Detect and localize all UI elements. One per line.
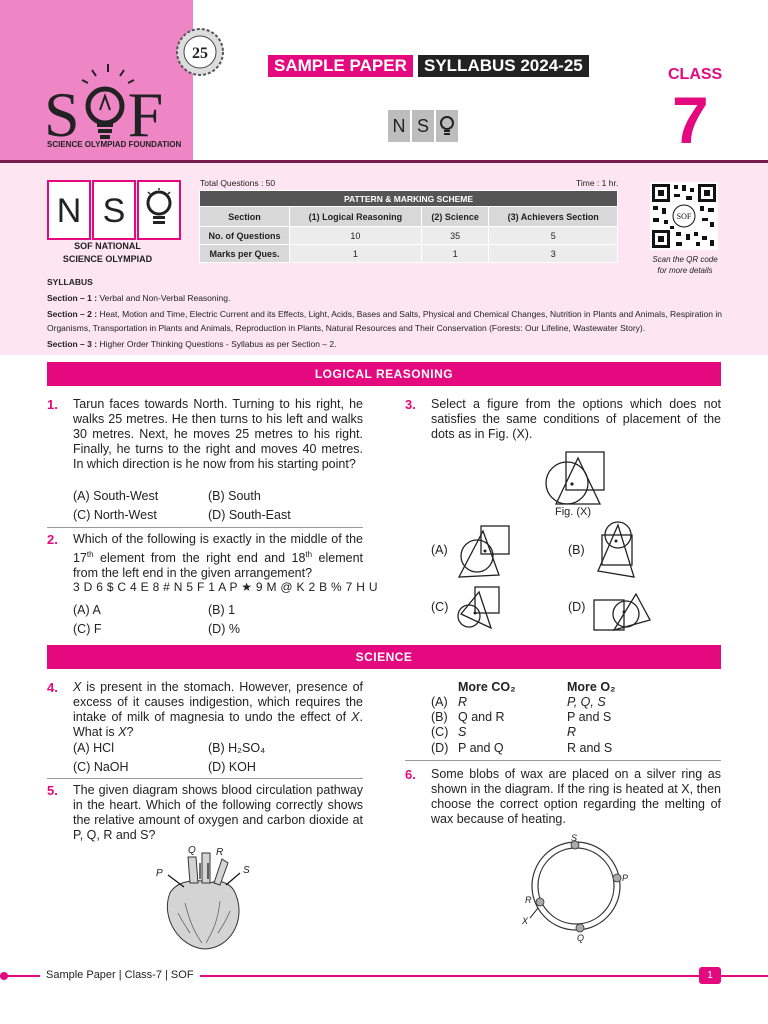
col-more-co2: More CO₂ (458, 680, 516, 694)
question-2-sequence: 3 D 6 $ C 4 E 8 # N 5 F 1 A P ★ 9 M @ K 2 B % 7 H U (73, 580, 378, 594)
footer-dot (0, 972, 8, 980)
option-c[interactable]: (C) F (73, 622, 102, 636)
marking-scheme-table (199, 190, 618, 263)
qr-center-logo: SOF (676, 212, 692, 221)
section-label: Section – 2 : (47, 309, 98, 319)
nso-bulb-icon (436, 110, 458, 142)
option-a[interactable]: (A) South-West (73, 489, 159, 503)
anniversary-badge (175, 27, 225, 77)
q5-option-label[interactable]: (B) (431, 710, 448, 724)
question-number: 1. (47, 397, 58, 412)
syllabus-section-1 (47, 291, 723, 305)
syllabus-heading: SYLLABUS (47, 277, 93, 287)
table-cell: 5 (489, 227, 618, 245)
section-bar-logical-reasoning: LOGICAL REASONING (47, 362, 721, 386)
q5-option-c-co2: S (458, 725, 467, 739)
table-caption: PATTERN & MARKING SCHEME (200, 191, 618, 207)
ring-label-s: S (571, 833, 578, 843)
table-cell: 1 (290, 245, 422, 263)
option-b[interactable]: (B) South (208, 489, 261, 503)
question-6-text: Some blobs of wax are placed on a silver ring as shown in the diagram. If the ring is heated at X, then choose the correct option regarding the melting of wax because of heating. (431, 767, 721, 826)
syllabus-section-2 (47, 307, 723, 335)
option-c-figure-icon[interactable] (455, 584, 505, 634)
question-number: 2. (47, 532, 58, 547)
heart-label-s: S (243, 865, 250, 876)
table-header-cell: (2) Science (421, 207, 489, 227)
page-number: 1 (699, 967, 721, 984)
section-label: Section – 1 : (47, 293, 98, 303)
exam-title (40, 240, 175, 266)
option-d-figure-icon[interactable] (592, 590, 662, 634)
ring-label-x: X (522, 916, 529, 926)
heart-label-r: R (216, 847, 224, 858)
option-b[interactable]: (B) (568, 543, 585, 557)
nso-letter-n: N (388, 110, 410, 142)
class-label: CLASS (668, 66, 723, 83)
question-number: 4. (47, 680, 58, 695)
section-text: Higher Order Thinking Questions - Syllabus as per Section – 2. (97, 339, 337, 349)
qr-code-icon[interactable] (650, 182, 718, 250)
q5-option-a-co2: R (458, 695, 468, 709)
q5-option-b-o2: P and S (567, 710, 612, 724)
option-b[interactable]: (B) H₂SO₄ (208, 741, 266, 755)
total-questions: Total Questions : 50 (200, 178, 276, 188)
table-cell: 35 (421, 227, 489, 245)
row-label: No. of Questions (200, 227, 290, 245)
q5-option-d-o2: R and S (567, 741, 613, 755)
section-text: Verbal and Non-Verbal Reasoning. (97, 293, 231, 303)
question-1-text: Tarun faces towards North. Turning to his right, he walks 25 metres. He then turns to his left and walks 30 metres. Next, he moves 25 metres to his right. Finally, he turns to the right and moves 40 metres. In which direction is he now from his starting point? (73, 397, 363, 471)
option-c[interactable]: (C) (431, 600, 449, 614)
table-header-cell: (3) Achievers Section (489, 207, 618, 227)
col-more-o2: More O₂ (567, 680, 616, 694)
q5-option-d-co2: P and Q (458, 741, 504, 755)
table-cell: 10 (290, 227, 422, 245)
qr-note (640, 254, 730, 276)
question-number: 6. (405, 767, 416, 782)
figure-x-icon (538, 448, 618, 508)
option-a[interactable]: (A) (431, 543, 448, 557)
footer-line-right (721, 975, 768, 977)
nso-logo-small (388, 110, 460, 142)
table-cell: 1 (421, 245, 489, 263)
table-row (200, 227, 618, 245)
syllabus-section-3 (47, 337, 723, 351)
syllabus-year-label: SYLLABUS 2024-25 (418, 55, 589, 77)
footer-text: Sample Paper | Class-7 | SOF (40, 969, 200, 981)
class-number: 7 (672, 83, 709, 157)
nso-letter-s: S (412, 110, 434, 142)
table-header-cell: Section (200, 207, 290, 227)
qr-note-line2: for more details (657, 266, 713, 275)
question-3-text: Select a figure from the options which does not satisfies the same conditions of placement of the dots as in Fig. (X). (431, 397, 721, 441)
option-c[interactable]: (C) NaOH (73, 760, 129, 774)
option-b[interactable]: (B) 1 (208, 603, 236, 617)
exam-title-line2: SCIENCE OLYMPIAD (62, 254, 153, 264)
nso-large-bulb-icon (137, 180, 181, 240)
heart-label-p: P (156, 868, 163, 879)
row-label: Marks per Ques. (200, 245, 290, 263)
option-d[interactable]: (D) KOH (208, 760, 256, 774)
question-5-text: The given diagram shows blood circulation pathway in the heart. Which of the following correctly shows the relative amount of oxygen and carbon dioxide at P, Q, R and S? (73, 783, 363, 842)
badge-number: 25 (192, 45, 208, 62)
q5-option-a-o2: P, Q, S (567, 695, 606, 709)
sof-bulb-icon (82, 84, 128, 142)
heart-label-q: Q (188, 845, 196, 856)
table-row (200, 245, 618, 263)
question-number: 5. (47, 783, 58, 798)
ring-label-p: P (622, 873, 629, 883)
sof-logo-text: S F (44, 79, 166, 150)
q5-option-c-o2: R (567, 725, 577, 739)
sample-paper-label: SAMPLE PAPER (268, 55, 413, 77)
q5-option-label[interactable]: (A) (431, 695, 448, 709)
q5-option-b-co2: Q and R (458, 710, 505, 724)
silver-ring-diagram-icon (516, 832, 636, 944)
qr-note-line1: Scan the QR code (652, 255, 718, 264)
option-d[interactable]: (D) (568, 600, 586, 614)
nso-logo-large (47, 180, 182, 240)
exam-title-line1: SOF NATIONAL (74, 241, 141, 251)
option-b-figure-icon[interactable] (594, 519, 644, 581)
exam-time: Time : 1 hr. (576, 178, 619, 188)
section-bar-science: SCIENCE (47, 645, 721, 669)
section-text: Heat, Motion and Time, Electric Current and its Effects, Light, Acids, Bases and Salts, Physical and Chemical Changes, Nutrition in Plants and Animals, Respiration in Organisms, Transportation in Plants and Animals, Reproduction in Plants, Natural Resources and Their Conservation (Forests: Our Lifeline, Wastewater Story). (47, 309, 722, 333)
ring-label-r: R (525, 895, 532, 905)
option-a[interactable]: (A) A (73, 603, 101, 617)
option-a-figure-icon[interactable] (455, 523, 515, 581)
q5-option-label[interactable]: (D) (431, 741, 449, 755)
heart-diagram-icon (150, 843, 260, 953)
question-4-text: X is present in the stomach. However, presence of excess of it causes indigestion, which requires the intake of milk of magnesia to undo the effect of X. What is X? (73, 680, 363, 739)
question-divider (47, 778, 363, 779)
question-divider (405, 760, 721, 761)
q5-option-label[interactable]: (C) (431, 725, 449, 739)
question-number: 3. (405, 397, 416, 412)
figure-x-label: Fig. (X) (555, 506, 592, 518)
nso-large-letter-s: S (92, 180, 136, 240)
section-label: Section – 3 : (47, 339, 98, 349)
option-d[interactable]: (D) % (208, 622, 240, 636)
question-divider (47, 527, 363, 528)
option-c[interactable]: (C) North-West (73, 508, 157, 522)
nso-large-letter-n: N (47, 180, 91, 240)
brand-name: SCIENCE OLYMPIAD FOUNDATION (47, 140, 182, 149)
ring-label-q: Q (577, 933, 585, 943)
question-2-text: Which of the following is exactly in the middle of the 17th element from the right end and 18th element from the left end in the given arrangement? (73, 532, 363, 581)
option-a[interactable]: (A) HCl (73, 741, 114, 755)
option-d[interactable]: (D) South-East (208, 508, 291, 522)
table-cell: 3 (489, 245, 618, 263)
table-header-cell: (1) Logical Reasoning (290, 207, 422, 227)
